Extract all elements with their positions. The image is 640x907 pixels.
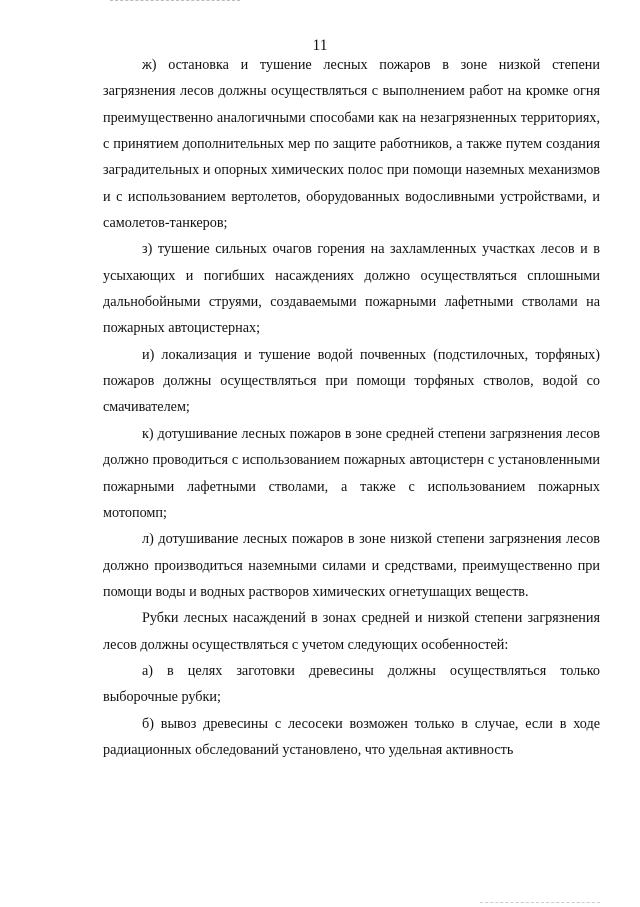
- scan-edge-mark-bottom: [480, 902, 600, 904]
- paragraph-a: а) в целях заготовки древесины должны осуществляться только выборочные рубки;: [103, 662, 600, 706]
- scan-edge-mark: [110, 0, 240, 2]
- paragraph-i: и) локализация и тушение водой почвенных (подстилочных, торфяных) пожаров должны осуществляться при помощи торфяных стволов, водой со смачивателем;: [103, 346, 600, 416]
- paragraph-felling-intro: Рубки лесных насаждений в зонах средней и низкой степени загрязнения лесов должны осуществляться с учетом следующих особенностей:: [103, 610, 600, 653]
- paragraph-z: з) тушение сильных очагов горения на захламленных участках лесов и в усыхающих и погибших насаждениях должно осуществляться сплошными дальнобойными струями, создаваемыми пожарными лафетными стволами на пожарных автоцистернах;: [103, 241, 600, 337]
- paragraph-b: б) вывоз древесины с лесосеки возможен только в случае, если в ходе радиационных обследований установлено, что удельная активность: [103, 715, 600, 758]
- paragraph-l: л) дотушивание лесных пожаров в зоне низкой степени загрязнения лесов должно производиться наземными силами и средствами, преимущественно при помощи воды и водных растворов химических огнетушащих веществ.: [103, 531, 600, 600]
- page-number: 11: [312, 37, 328, 54]
- document-body: [103, 52, 600, 763]
- paragraph-zh: ж) остановка и тушение лесных пожаров в зоне низкой степени загрязнения лесов должны осуществляться с выполнением работ на кромке огня преимущественно аналогичными способами как на незагрязненных территориях, с принятием дополнительных мер по защите работников, а также путем создания заградительных и опорных химических полос при помощи наземных механизмов и с использованием вертолетов, оборудованных водосливными устройствами, и самолетов-танкеров;: [103, 57, 600, 232]
- paragraph-k: к) дотушивание лесных пожаров в зоне средней степени загрязнения лесов должно проводиться с использованием пожарных автоцистерн с установленными пожарными лафетными стволами, а также с использованием пожарных мотопомп;: [103, 425, 600, 521]
